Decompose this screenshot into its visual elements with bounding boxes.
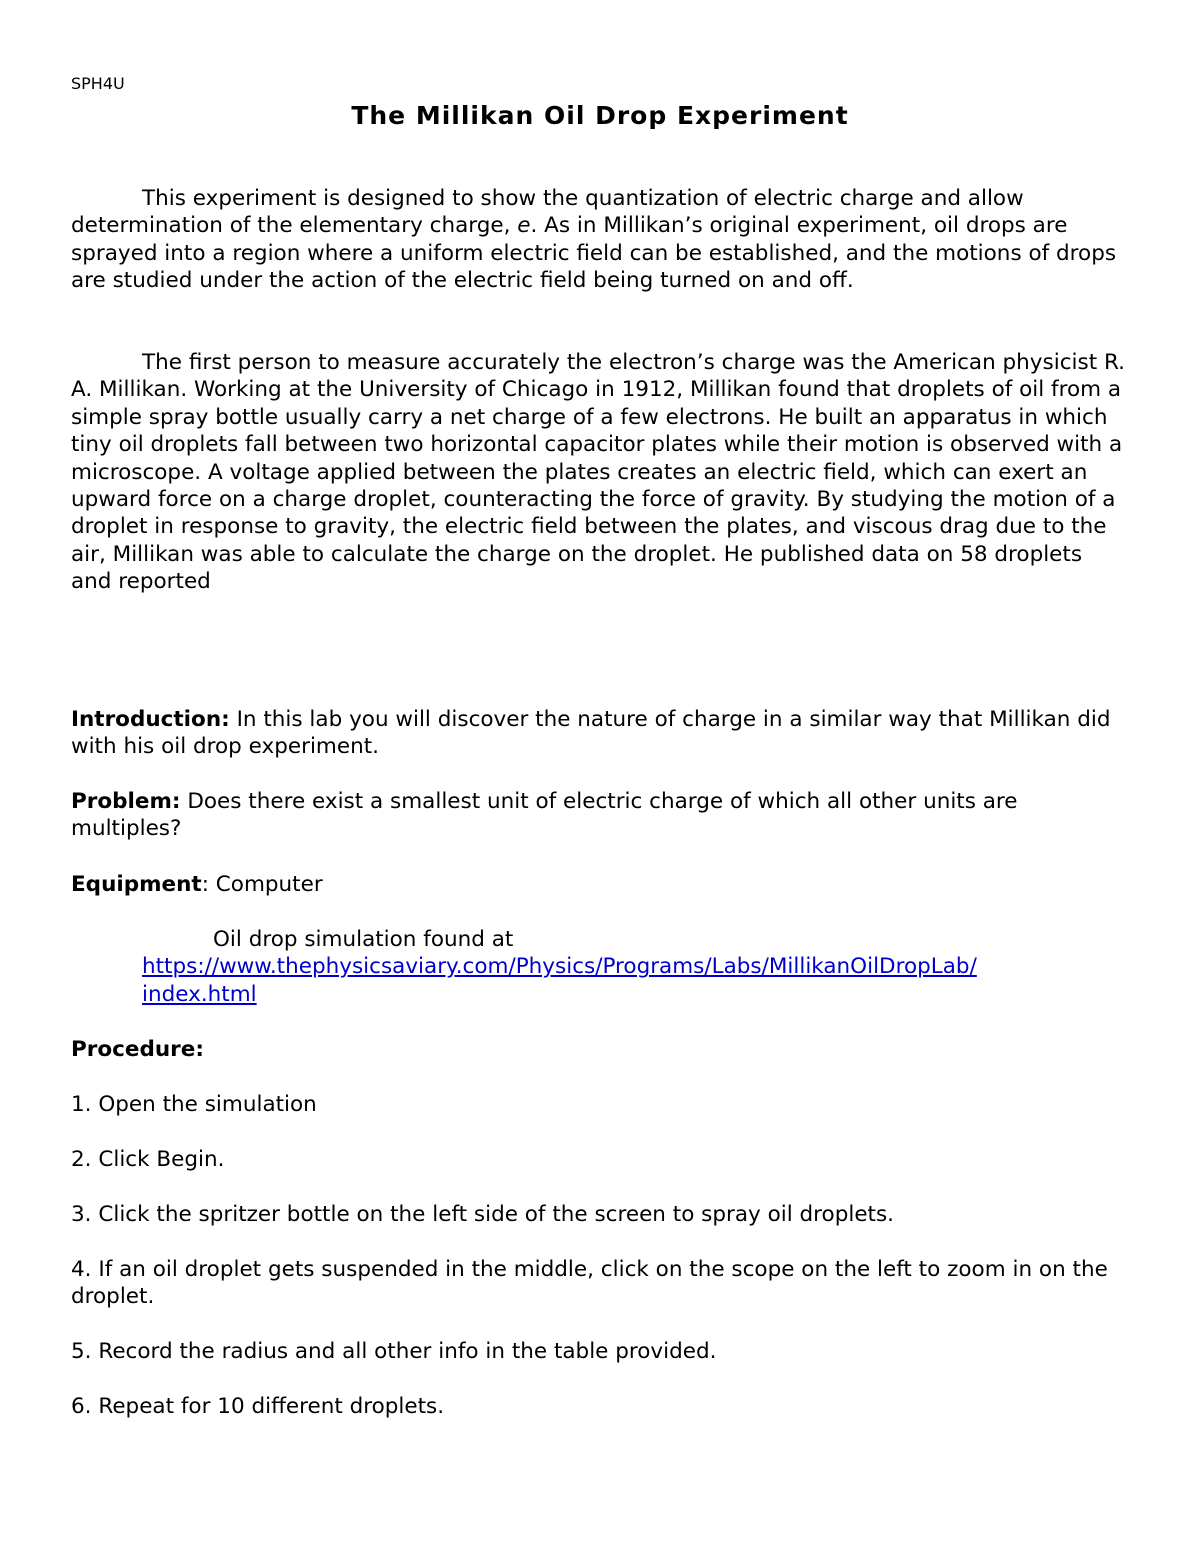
procedure-step: 2. Click Begin. — [71, 1147, 225, 1172]
paragraph-1-text-a: This experiment is designed to show the quantization of electric charge and allow determination of the elementary charge, — [71, 186, 1024, 239]
procedure-step: 1. Open the simulation — [71, 1092, 317, 1117]
elementary-charge-symbol: e — [517, 213, 531, 239]
introduction-section — [71, 706, 1129, 761]
paragraph-intro-experiment — [71, 185, 1129, 295]
procedure-step: 3. Click the spritzer bottle on the left side of the screen to spray oil droplets. — [71, 1202, 895, 1227]
equipment-text: : Computer — [201, 872, 323, 897]
paragraph-1-text-b: . As in Millikan’s original experiment, oil drops are sprayed into a region where a uniform electric field can be established, and the motions of drops are studied under the action of the electric field being turned on and off. — [71, 213, 1117, 294]
equipment-section — [71, 871, 1129, 898]
procedure-step: 4. If an oil droplet gets suspended in the middle, click on the scope on the left to zoom in on the droplet. — [71, 1257, 1108, 1310]
introduction-text: In this lab you will discover the nature of charge in a similar way that Millikan did with his oil drop experiment. — [71, 707, 1111, 760]
simulation-info — [71, 926, 1129, 1008]
problem-section — [71, 788, 1129, 843]
course-code: SPH4U — [71, 74, 125, 93]
problem-label: Problem: — [71, 789, 181, 814]
introduction-label: Introduction: — [71, 707, 230, 732]
paragraph-millikan-history — [71, 349, 1129, 596]
paragraph-2-text: The first person to measure accurately the electron’s charge was the American physicist R. A. Millikan. Working at the University of Chicago in 1912, Millikan found that droplets of oil from a simple spray bottle usually carry a net charge of a few electrons. He built an apparatus in which tiny oil droplets fall between two horizontal capacitor plates while their motion is observed with a microscope. A voltage applied between the plates creates an electric field, which can exert an upward force on a charge droplet, counteracting the force of gravity. By studying the motion of a droplet in response to gravity, the electric field between the plates, and viscous drag due to the air, Millikan was able to calculate the charge on the droplet. He published data on 58 droplets and reported — [71, 350, 1125, 595]
page-title: The Millikan Oil Drop Experiment — [351, 101, 849, 130]
simulation-link-line-2[interactable]: index.html — [142, 981, 257, 1007]
procedure-label: Procedure: — [71, 1037, 204, 1062]
simulation-link-line-1[interactable]: https://www.thephysicsaviary.com/Physics/Programs/Labs/MillikanOilDropLab/ — [142, 954, 977, 980]
procedure-step: 6. Repeat for 10 different droplets. — [71, 1394, 445, 1419]
simulation-link[interactable] — [71, 953, 1129, 1008]
problem-text: Does there exist a smallest unit of electric charge of which all other units are multiples? — [71, 789, 1018, 842]
procedure-heading — [71, 1036, 1129, 1063]
equipment-label: Equipment — [71, 872, 202, 897]
simulation-text: Oil drop simulation found at — [213, 927, 514, 952]
procedure-step: 5. Record the radius and all other info in the table provided. — [71, 1339, 717, 1364]
